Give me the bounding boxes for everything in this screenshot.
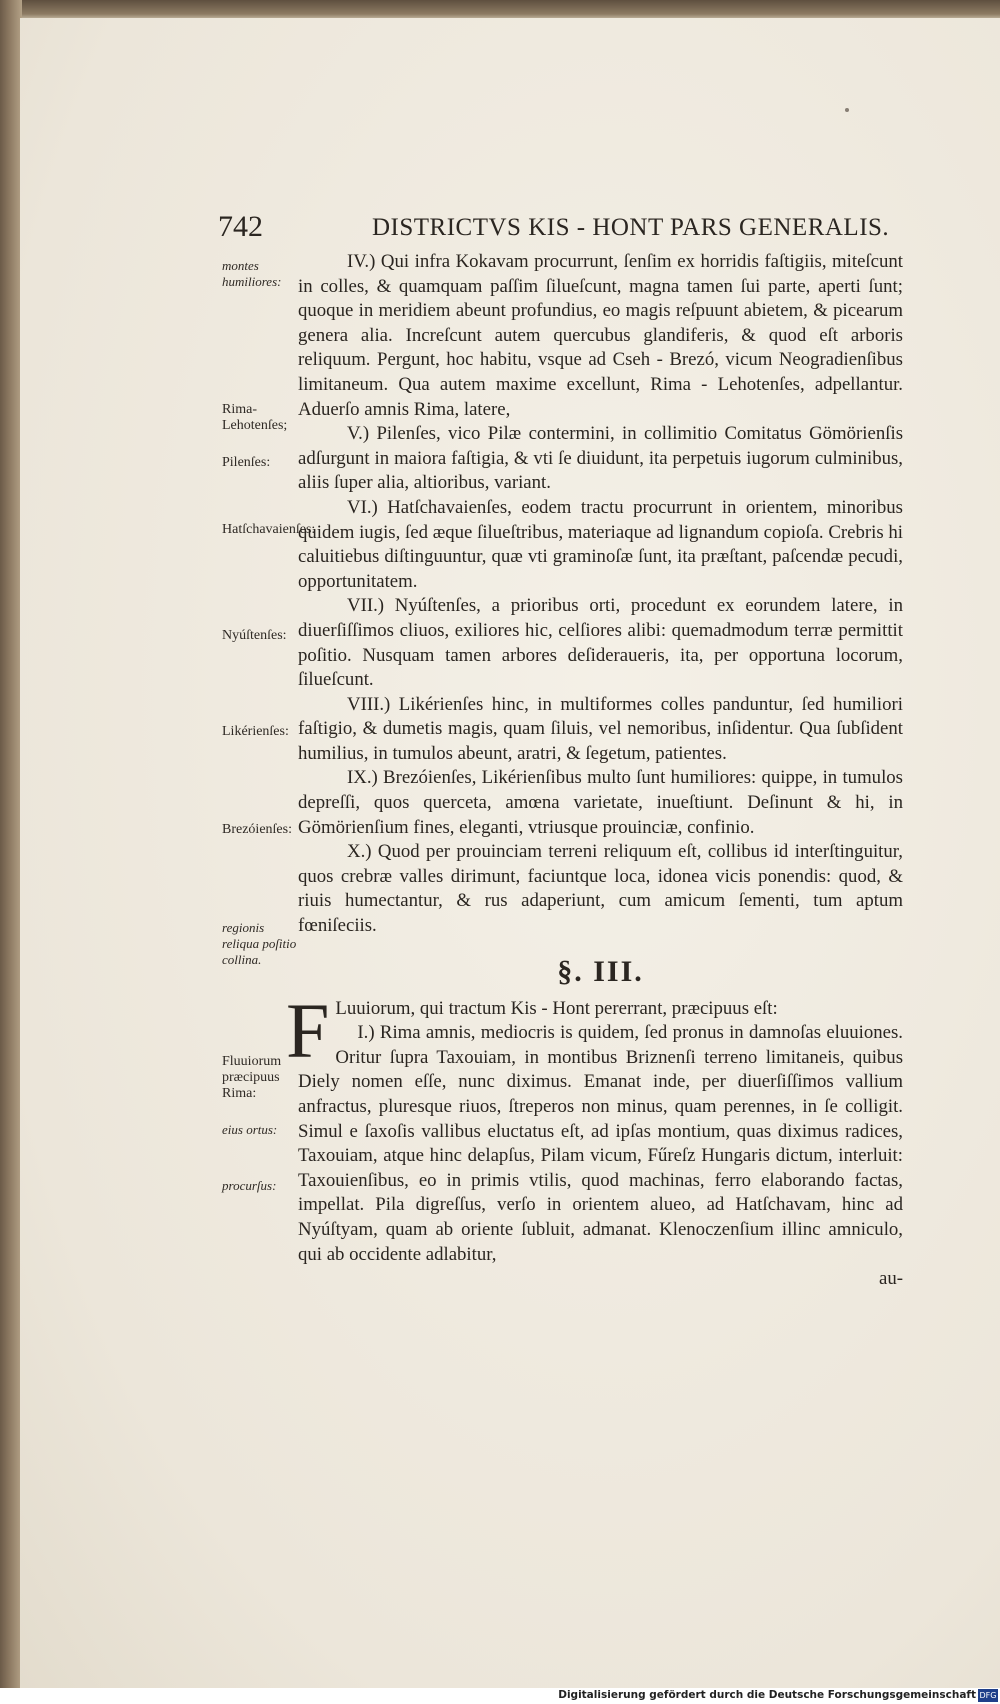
margin-note-regionis-reliqua: regionis reliqua poſitio collina. (222, 920, 297, 967)
margin-note-hatschavaienses: Hatſchavaienſes: (222, 522, 316, 537)
paragraph-rima: I.) Rima amnis, mediocris is quidem, ſed pronus in damnoſas eluuiones. Oritur ſupra Taxouiam, in montibus Briznenſi terreno limitaneis, quibus Diely nomen eſſe, nunc diximus. Emanat inde, per diuerſiſſimos vallium anfractus, pluresque riuos, ſtreperos non minus, quam perennes, in ſe colligit. Simul e ſaxoſis vallibus eluctatus eſt, ad ipſas montium, quas diximus radices, Taxouiam, atque hinc delapſus, Pilam vicum, Fűreſz Hungaris dictum, interluit: Taxouienſibus, eo in primis vtilis, quod machinas, ferro elaborando factas, impellat. Pila digreſſus, verſo in orientem alueo, ad Hatſchavam, hinc ad Nyúſtyam, quam ab oriente ſubluit, admanat. Klenoczenſium illinc amniculo, qui ab occidente adlabitur, (298, 1022, 903, 1265)
main-text (286, 250, 903, 1292)
section-heading: §. III. (557, 954, 644, 988)
paragraph-vii: VII.) Nyúſtenſes, a prioribus orti, procedunt ex eorundem latere, in diuerſiſſimos cliuos, exiliores hic, celſiores alibi: quemadmodum terræ permittit poſitio. Nusquam tamen arbores deſideraueris, ita, per opportuna locorum, ſilueſcunt. (298, 595, 903, 691)
margin-note-nyustenses: Nyúſtenſes: (222, 628, 287, 643)
margin-note-rima-lehotenses: Rima-Lehotenſes; (222, 402, 288, 433)
margin-note-procursus: procurſus: (222, 1178, 277, 1193)
running-title: DISTRICTVS KIS - HONT PARS GENERALIS. (372, 214, 890, 241)
page-number: 742 (218, 210, 263, 243)
paragraph-fluviorum-text: Luuiorum, qui tractum Kis - Hont pererrant, præcipuus eſt: (335, 997, 778, 1019)
margin-note-fluuiorum: Fluuiorum præcipuus Rima: (222, 1054, 282, 1101)
margin-note-pilenses: Pilenſes: (222, 455, 271, 470)
book-top-edge (0, 0, 1000, 20)
paragraph-ix: IX.) Brezóienſes, Likérienſibus multo ſunt humiliores: quippe, in tumulos depreſſi, quos querceta, amœna varietate, inueſtiunt. Deſinunt & hi, in Gömörienſium fines, eleganti, vtriusque prouinciæ, confinio. (298, 767, 903, 838)
paragraph-fluviorum (286, 986, 903, 1268)
margin-note-montes-humiliores: montes humiliores: (222, 258, 282, 289)
margin-note-brezoienses: Brezóienſes: (222, 822, 292, 837)
book-spine-edge (0, 0, 22, 1688)
drop-cap: F (286, 986, 330, 1074)
catchword: au- (879, 1268, 903, 1290)
margin-note-eius-ortus: eius ortus: (222, 1122, 278, 1137)
paragraph-v: V.) Pilenſes, vico Pilæ contermini, in collimitio Comitatus Gömörienſis adſurgunt in maiora faſtigia, & vti ſe diuidunt, ita perpetuis iugorum culminibus, aliis ſuper alia, altioribus, variant. (298, 423, 903, 494)
footer-credit: Digitalisierung gefördert durch die Deutsche Forschungsgemeinschaft (558, 1689, 976, 1701)
paragraph-iv: IV.) Qui infra Kokavam procurrunt, ſenſim ex horridis faſtigiis, miteſcunt in colles, & quamquam paſſim ſilueſcunt, magna tamen ſui parte, aperti ſunt; quoque in meridiem abeunt profundius, eo magis reſpuunt abietem, & picearum genera alia. Increſcunt autem quercubus glandiferis, & quod eſt arboris reliquum. Pergunt, hoc habitu, vsque ad Cseh - Brezó, vicum Neogradienſibus limitaneum. Qua autem maxime excellunt, Rima - Lehotenſes, adpellantur. Aduerſo amnis Rima, latere, (298, 251, 903, 420)
dfg-logo-icon: DFG (979, 1691, 997, 1700)
paragraph-viii: VIII.) Likérienſes hinc, in multiformes colles panduntur, ſed humiliori faſtigio, & dumetis magis, quam ſiluis, vel nemoribus, inſidentur. Qua ſubſident humilius, in tumulos abeunt, aratri, & ſegetum, patientes. (298, 693, 903, 764)
paragraph-x: X.) Quod per prouinciam terreni reliquum eſt, collibus id interſtinguitur, quos crebræ valles dirimunt, faciuntque loca, idonea vicis ponendis: quod, & riuis humectantur, & rus adaperiunt, cum amicum ſementi, tum aptum fœniſeciis. (298, 841, 903, 937)
margin-note-likerienses: Likérienſes: (222, 724, 289, 739)
paragraph-vi: VI.) Hatſchavaienſes, eodem tractu procurrunt in orientem, minoribus quidem iugis, ſed æque ſilueſtribus, materiaque ad lignandum copioſa. Crebris hi caluitiebus diſtinguuntur, quæ vti graminoſæ ſunt, ita præſtant, paſcendæ pecudi, opportunitatem. (298, 496, 903, 592)
page-header (200, 210, 900, 250)
page-speck (845, 108, 849, 112)
